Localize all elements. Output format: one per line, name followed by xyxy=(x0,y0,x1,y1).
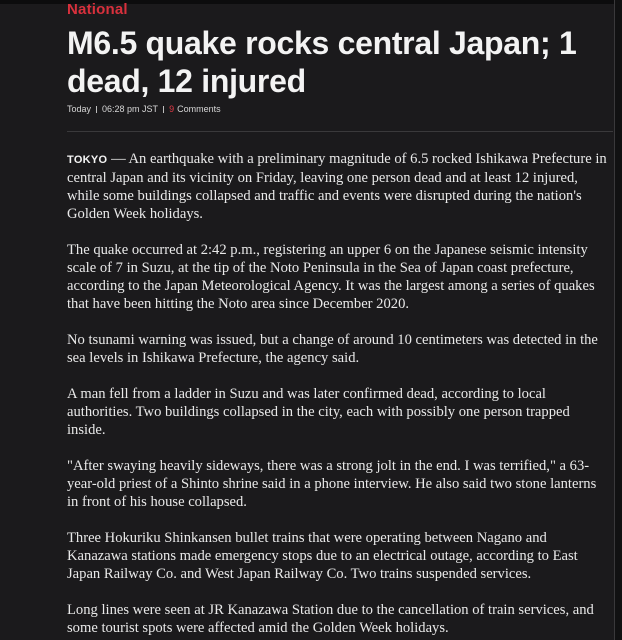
comments-count: 9 xyxy=(169,104,175,114)
article-paragraph: "After swaying heavily sideways, there was a strong jolt in the end. I was terrified," a 63-year-old priest of a Shinto shrine said in a phone interview. He also said two stone lanterns in front of his house collapsed. xyxy=(67,458,597,510)
window-right-edge xyxy=(615,0,622,640)
content-right-border xyxy=(614,0,615,640)
paragraph-text: An earthquake with a preliminary magnitude of 6.5 rocked Ishikawa Prefecture in central Japan and its vicinity on Friday, leaving one person dead and at least 12 injured, while some buildings collapsed and traffic and events were disrupted during the nation's Golden Week holidays. xyxy=(67,151,607,222)
article-paragraph: Three Hokuriku Shinkansen bullet trains that were operating between Nagano and Kanazawa stations made emergency stops due to an electrical outage, according to East Japan Railway Co. and West Japan Railway Co. Two trains suspended services. xyxy=(67,530,578,582)
publish-date: Today xyxy=(67,104,92,114)
dateline: TOKYO xyxy=(67,154,108,166)
publish-time: 06:28 pm JST xyxy=(102,104,159,114)
dateline-dash: — xyxy=(107,151,129,167)
article-headline: M6.5 quake rocks central Japan; 1 dead, 12 injured xyxy=(67,25,577,99)
article-paragraph xyxy=(67,150,607,223)
article-paragraph: A man fell from a ladder in Suzu and was later confirmed dead, according to local authorities. Two buildings collapsed in the city, each with possibly one person trapped inside. xyxy=(67,386,570,438)
article-paragraph: No tsunami warning was issued, but a change of around 10 centimeters was detected in the sea levels in Ishikawa Prefecture, the agency said. xyxy=(67,332,598,366)
comments-label: Comments xyxy=(177,104,221,114)
article-paragraph: Long lines were seen at JR Kanazawa Station due to the cancellation of train services, and some tourist spots were affected amid the Golden Week holidays. xyxy=(67,602,594,636)
meta-separator xyxy=(96,106,97,113)
meta-separator xyxy=(163,106,164,113)
article-paragraph: The quake occurred at 2:42 p.m., registering an upper 6 on the Japanese seismic intensity scale of 7 in Suzu, at the tip of the Noto Peninsula in the Sea of Japan coast prefecture, according to the Japan Meteorological Agency. It was the largest among a series of quakes that have been hitting the Noto area since December 2020. xyxy=(67,242,595,312)
comments-link[interactable] xyxy=(169,104,221,114)
category-link[interactable]: National xyxy=(67,1,128,18)
meta-divider xyxy=(67,131,613,132)
article-body xyxy=(67,150,607,640)
article-meta xyxy=(67,104,221,114)
